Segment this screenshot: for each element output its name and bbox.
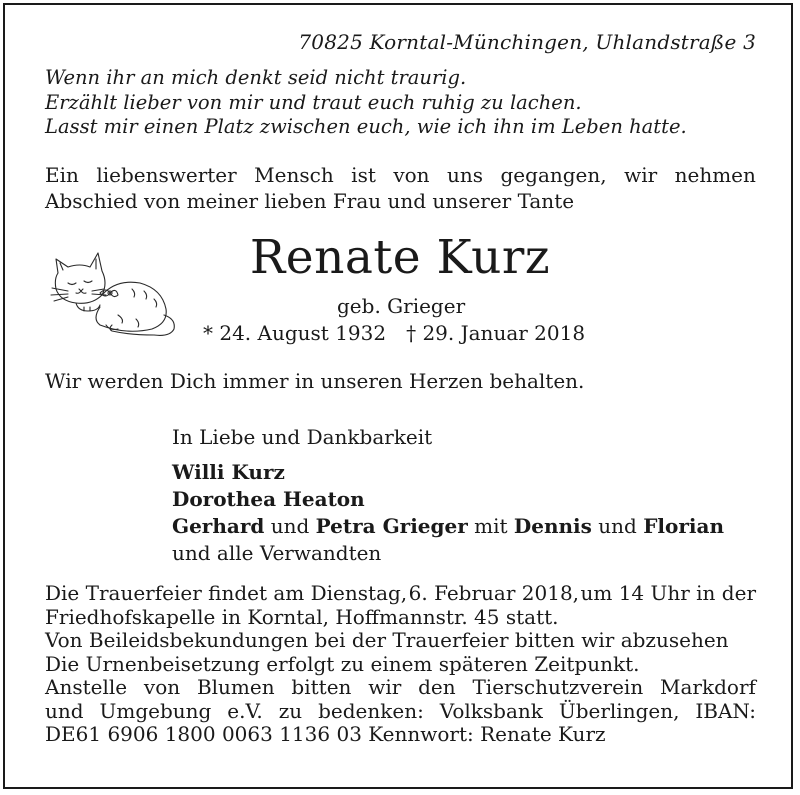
memory-line: Wir werden Dich immer in unseren Herzen behalten.	[45, 369, 585, 393]
signer-name: Dorothea Heaton	[172, 487, 365, 511]
funeral-info	[45, 582, 756, 747]
intro-word: von	[393, 163, 430, 187]
connector-text: und	[598, 514, 637, 538]
deceased-name: Renate Kurz	[249, 230, 551, 285]
connector-text: mit	[474, 514, 508, 538]
signer-name: Dennis	[513, 514, 592, 538]
birth-date: * 24. August 1932	[203, 321, 387, 345]
birth-name: geb. Grieger	[337, 294, 466, 318]
intro-word: uns	[447, 163, 484, 187]
info-line: Die Trauerfeier findet am Dienstag, 6. Februar 2018, um 14 Uhr in der	[45, 581, 756, 605]
signers	[172, 459, 724, 567]
connector-text: und	[270, 514, 310, 538]
info-line: Von Beileidsbekundungen bei der Trauerfeier bitten wir abzusehen	[45, 628, 729, 652]
signer-name: Gerhard	[172, 514, 265, 538]
signer-name: Florian	[643, 514, 724, 538]
signer-name: Willi Kurz	[172, 460, 285, 484]
death-date: † 29. Januar 2018	[406, 321, 586, 345]
signer-name: Petra Grieger	[315, 514, 468, 538]
intro-word: Mensch	[254, 163, 334, 187]
info-line: Anstelle von Blumen bitten wir den Tierschutzverein Markdorf	[45, 675, 756, 699]
relatives-line: und alle Verwandten	[172, 541, 382, 565]
intro-word: wir	[624, 163, 658, 187]
intro-word: liebenswerter	[96, 163, 237, 187]
intro-word: ist	[351, 163, 376, 187]
intro-word: Ein	[45, 163, 79, 187]
life-dates	[203, 321, 585, 345]
intro-text	[45, 162, 756, 214]
intro-word: nehmen	[674, 163, 756, 187]
poem-line: Lasst mir einen Platz zwischen euch, wie ich ihn im Leben hatte.	[45, 115, 687, 138]
info-line: DE61 6906 1800 0063 1136 03 Kennwort: Renate Kurz	[45, 722, 606, 746]
closing-line: In Liebe und Dankbarkeit	[172, 425, 433, 449]
info-line: und Umgebung e.V. zu bedenken: Volksbank Überlingen, IBAN:	[45, 698, 756, 723]
intro-line-1	[45, 162, 756, 188]
intro-word: gegangen,	[500, 163, 607, 187]
poem-line: Erzählt lieber von mir und traut euch ruhig zu lachen.	[45, 90, 582, 114]
poem	[45, 66, 687, 140]
address: 70825 Korntal-Münchingen, Uhlandstraße 3	[298, 30, 756, 54]
signer-family-line	[172, 513, 724, 540]
info-line: Die Urnenbeisetzung erfolgt zu einem späteren Zeitpunkt.	[45, 651, 640, 676]
poem-line: Wenn ihr an mich denkt seid nicht traurig.	[45, 66, 467, 89]
info-line: Friedhofskapelle in Korntal, Hoffmannstr. 45 statt.	[45, 604, 559, 629]
intro-line-2: Abschied von meiner lieben Frau und unserer Tante	[45, 189, 575, 213]
